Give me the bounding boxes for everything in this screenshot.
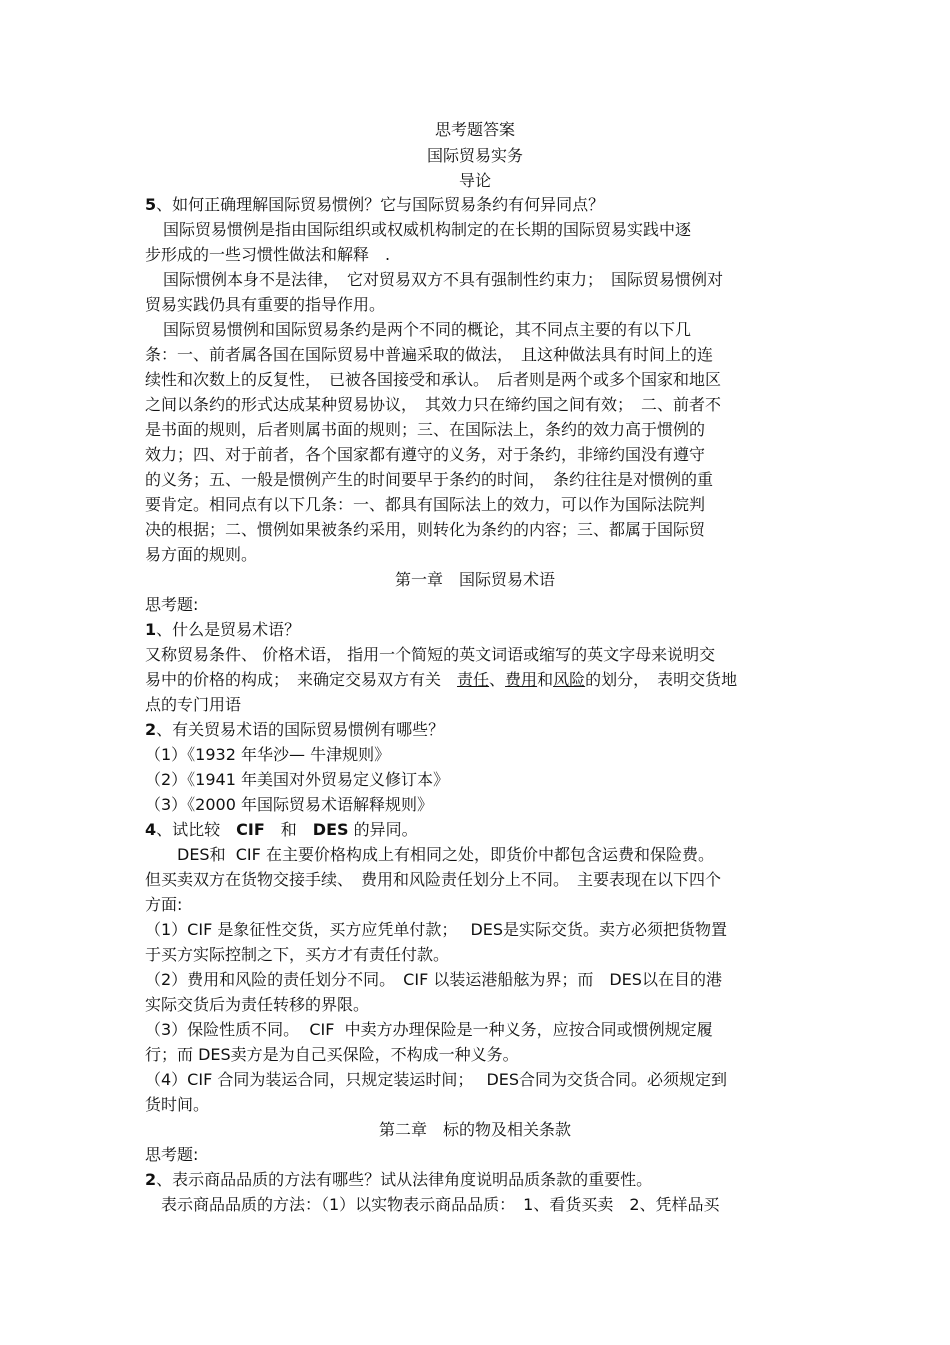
chapter-1-heading: 第一章 国际贸易术语	[394, 570, 555, 589]
answer-line	[145, 670, 737, 694]
answer-line: 行；而 DES卖方是为自己买保险，不构成一种义务。	[145, 1045, 519, 1064]
question-text: 、表示商品品质的方法有哪些？试从法律角度说明品质条款的重要性。	[156, 1170, 653, 1189]
chapter-2-heading: 第二章 标的物及相关条款	[378, 1120, 571, 1139]
answer-line: 货时间。	[145, 1095, 210, 1114]
answer-text: 、	[489, 670, 506, 689]
paragraph-line: 效力；四、对于前者，各个国家都有遵守的义务，对于条约，非缔约国没有遵守	[145, 445, 706, 464]
question-2	[145, 1170, 652, 1194]
paragraph-line: 易方面的规则。	[145, 545, 258, 564]
question-text: 、什么是贸易术语？	[156, 620, 301, 639]
list-item: （3）《2000 年国际贸易术语解释规则》	[145, 795, 433, 814]
question-2	[145, 720, 444, 744]
section-heading-intro: 导论	[458, 171, 491, 190]
answer-text: 和	[537, 670, 554, 689]
paragraph-line: 之间以条约的形式达成某种贸易协议， 其效力只在缔约国之间有效； 二、前者不	[145, 395, 722, 414]
document-subtitle: 国际贸易实务	[426, 146, 523, 165]
answer-line: DES和 CIF 在主要价格构成上有相同之处，即货价中都包含运费和保险费。	[145, 845, 714, 864]
question-text: 、如何正确理解国际贸易惯例？它与国际贸易条约有何异同点？	[156, 195, 605, 214]
answer-text: 易中的价格的构成； 来确定交易双方有关	[145, 670, 458, 689]
answer-line: 点的专门用语	[145, 695, 242, 714]
term-des: DES	[312, 820, 349, 839]
answer-line: 实际交货后为责任转移的界限。	[145, 995, 370, 1014]
paragraph-line: 国际贸易惯例是指由国际组织或权威机构制定的在长期的国际贸易实践中逐	[163, 220, 692, 239]
answer-line: 表示商品品质的方法：（1）以实物表示商品品质： 1、看货买卖 2、凭样品买	[145, 1195, 720, 1214]
question-text: 、试比较	[156, 820, 237, 839]
question-text: 、有关贸易术语的国际贸易惯例有哪些？	[156, 720, 445, 739]
paragraph-line: 要肯定。相同点有以下几条：一、都具有国际法上的效力，可以作为国际法院判	[145, 495, 706, 514]
term-cif: CIF	[236, 820, 265, 839]
term-cost: 费用	[505, 670, 538, 689]
answer-line: 又称贸易条件、 价格术语， 指用一个简短的英文词语或缩写的英文字母来说明交	[145, 645, 716, 664]
question-5	[145, 195, 604, 219]
questions-label: 思考题:	[145, 595, 199, 614]
answer-text: 的划分， 表明交货地	[585, 670, 738, 689]
document-title: 思考题答案	[434, 120, 515, 139]
paragraph-line: 步形成的一些习惯性做法和解释 .	[145, 245, 391, 264]
paragraph-line: 是书面的规则，后者则属书面的规则；三、在国际法上，条约的效力高于惯例的	[145, 420, 706, 439]
answer-line: （4）CIF 合同为装运合同，只规定装运时间； DES合同为交货合同。必须规定到	[145, 1070, 728, 1089]
question-number: 4	[145, 820, 157, 839]
paragraph-line: 续性和次数上的反复性， 已被各国接受和承认。 后者则是两个或多个国家和地区	[145, 370, 722, 389]
question-number: 2	[145, 720, 157, 739]
paragraph-line: 国际惯例本身不是法律， 它对贸易双方不具有强制性约束力； 国际贸易惯例对	[163, 270, 724, 289]
list-item: （2）《1941 年美国对外贸易定义修订本》	[145, 770, 449, 789]
question-number: 2	[145, 1170, 157, 1189]
answer-line: （3）保险性质不同。 CIF 中卖方办理保险是一种义务，应按合同或惯例规定履	[145, 1020, 713, 1039]
term-responsibility: 责任	[457, 670, 490, 689]
paragraph-line: 条：一、前者属各国在国际贸易中普遍采取的做法， 且这种做法具有时间上的连	[145, 345, 714, 364]
answer-line: （2）费用和风险的责任划分不同。 CIF 以装运港船舷为界；而 DES以在目的港	[145, 970, 722, 989]
question-4	[145, 820, 418, 844]
answer-line: 但买卖双方在货物交接手续、 费用和风险责任划分上不同。 主要表现在以下四个	[145, 870, 722, 889]
question-number: 5	[145, 195, 157, 214]
question-text: 的异同。	[348, 820, 418, 839]
question-1	[145, 620, 300, 644]
answer-line: 方面:	[145, 895, 183, 914]
questions-label: 思考题:	[145, 1145, 199, 1164]
paragraph-line: 国际贸易惯例和国际贸易条约是两个不同的概论，其不同点主要的有以下几	[163, 320, 692, 339]
term-risk: 风险	[553, 670, 586, 689]
answer-line: 于买方实际控制之下，买方才有责任付款。	[145, 945, 450, 964]
question-text: 和	[264, 820, 313, 839]
answer-line: （1）CIF 是象征性交货，买方应凭单付款； DES是实际交货。卖方必须把货物置	[145, 920, 728, 939]
list-item: （1）《1932 年华沙— 牛津规则》	[145, 745, 391, 764]
paragraph-line: 决的根据；二、惯例如果被条约采用，则转化为条约的内容；三、都属于国际贸	[145, 520, 706, 539]
paragraph-line: 的义务；五、一般是惯例产生的时间要早于条约的时间， 条约往往是对惯例的重	[145, 470, 714, 489]
question-number: 1	[145, 620, 157, 639]
paragraph-line: 贸易实践仍具有重要的指导作用。	[145, 295, 386, 314]
